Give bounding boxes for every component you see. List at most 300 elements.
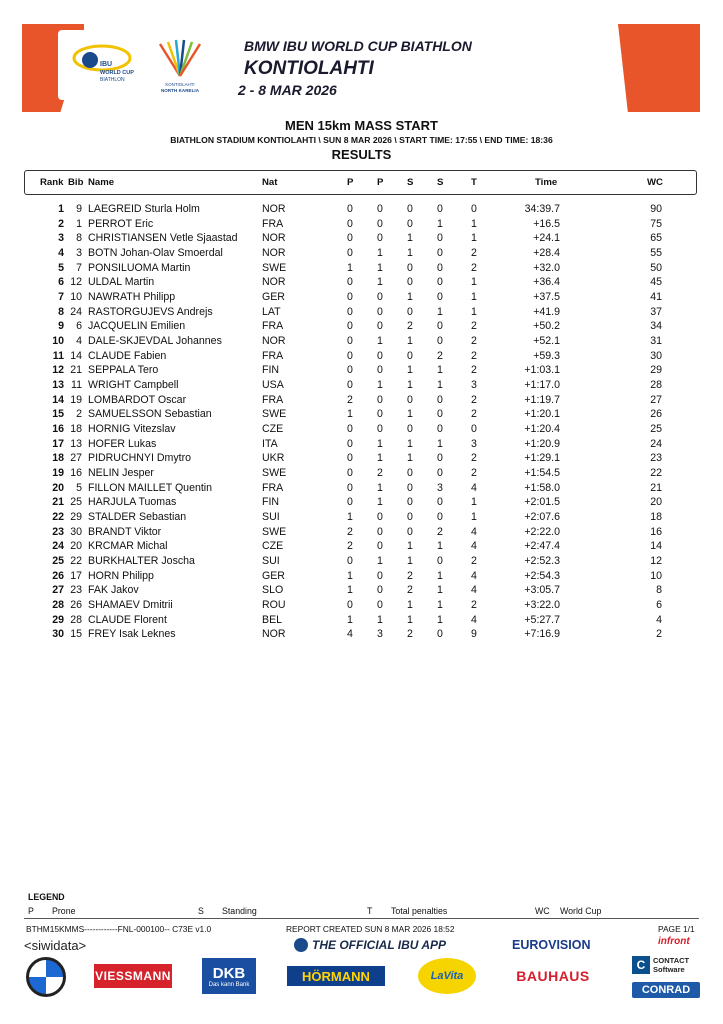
cell-nat: CZE xyxy=(262,423,284,436)
cell-s2: 0 xyxy=(437,423,443,436)
logo-box xyxy=(58,30,222,100)
cell-p2: 0 xyxy=(377,364,383,377)
table-row xyxy=(0,423,723,438)
kontiolahti-logo xyxy=(146,34,214,96)
cell-time: +1:17.0 xyxy=(524,379,560,392)
cell-name: SHAMAEV Dmitrii xyxy=(88,599,173,612)
cell-nat: FRA xyxy=(262,393,284,406)
col-wc-header: WC xyxy=(647,177,663,188)
cell-t: 9 xyxy=(471,628,477,641)
cell-bib: 28 xyxy=(70,613,82,626)
cell-time: +7:16.9 xyxy=(524,628,560,641)
svg-text:WORLD CUP: WORLD CUP xyxy=(100,70,134,76)
cell-rank: 25 xyxy=(52,555,64,568)
cell-p1: 0 xyxy=(347,452,353,465)
cell-time: +3:05.7 xyxy=(524,584,560,597)
cell-p1: 2 xyxy=(347,540,353,553)
cell-wc: 14 xyxy=(650,540,662,553)
cell-wc: 30 xyxy=(650,349,662,362)
cell-s1: 2 xyxy=(407,569,413,582)
cell-s2: 0 xyxy=(437,467,443,480)
dkb-logo xyxy=(202,958,256,994)
cell-wc: 6 xyxy=(656,599,662,612)
cell-rank: 30 xyxy=(52,628,64,641)
cell-s1: 0 xyxy=(407,349,413,362)
cell-bib: 22 xyxy=(70,555,82,568)
cell-s2: 1 xyxy=(437,364,443,377)
cell-s2: 1 xyxy=(437,305,443,318)
cell-nat: BEL xyxy=(262,613,283,626)
eurovision-logo: EUROVISION xyxy=(512,938,591,952)
cell-s1: 1 xyxy=(407,437,413,450)
cell-bib: 9 xyxy=(76,203,82,215)
cell-s2: 0 xyxy=(437,276,443,289)
legend-key-p: P xyxy=(28,906,34,916)
cell-wc: 41 xyxy=(650,291,662,304)
header-orange-right xyxy=(618,24,700,112)
cell-s2: 3 xyxy=(437,481,443,494)
table-row xyxy=(0,467,723,482)
cell-rank: 24 xyxy=(52,540,64,553)
cell-s2: 0 xyxy=(437,452,443,465)
series-title: BMW IBU WORLD CUP BIATHLON xyxy=(244,38,472,54)
cell-t: 2 xyxy=(471,261,477,274)
cell-rank: 5 xyxy=(58,261,64,274)
cell-rank: 8 xyxy=(58,305,64,318)
cell-p1: 0 xyxy=(347,496,353,509)
legend-label-worldcup: World Cup xyxy=(560,906,602,916)
cell-nat: CZE xyxy=(262,540,284,553)
cell-rank: 27 xyxy=(52,584,64,597)
cell-time: +2:01.5 xyxy=(524,496,560,509)
cell-rank: 28 xyxy=(52,599,64,612)
cell-time: +2:54.3 xyxy=(524,569,560,582)
col-nat-header: Nat xyxy=(262,177,278,188)
cell-nat: NOR xyxy=(262,276,286,289)
legend-label-total: Total penalties xyxy=(391,906,448,916)
legend-key-t: T xyxy=(367,906,373,916)
cell-bib: 5 xyxy=(76,481,82,494)
cell-wc: 37 xyxy=(650,305,662,318)
cell-rank: 9 xyxy=(58,320,64,333)
col-rank-header: Rank xyxy=(40,177,64,188)
cell-name: FILLON MAILLET Quentin xyxy=(88,481,213,494)
official-app-text: THE OFFICIAL IBU APP xyxy=(312,938,447,952)
cell-nat: ITA xyxy=(262,437,278,450)
cell-p1: 0 xyxy=(347,232,353,245)
cell-s1: 0 xyxy=(407,467,413,480)
cell-bib: 14 xyxy=(70,349,82,362)
cell-name: KRCMAR Michal xyxy=(88,540,168,553)
cell-rank: 14 xyxy=(52,393,64,406)
cell-bib: 6 xyxy=(76,320,82,333)
cell-t: 4 xyxy=(471,569,477,582)
cell-name: SAMUELSSON Sebastian xyxy=(88,408,212,421)
viessmann-logo: VIESSMANN xyxy=(94,964,172,988)
cell-p1: 0 xyxy=(347,203,353,215)
cell-s1: 1 xyxy=(407,613,413,626)
table-row xyxy=(0,599,723,614)
cell-t: 2 xyxy=(471,349,477,362)
cell-bib: 29 xyxy=(70,511,82,524)
cell-rank: 22 xyxy=(52,511,64,524)
cell-p2: 0 xyxy=(377,349,383,362)
cell-s1: 2 xyxy=(407,584,413,597)
cell-wc: 24 xyxy=(650,437,662,450)
cell-s2: 0 xyxy=(437,261,443,274)
table-row xyxy=(0,584,723,599)
cell-nat: SUI xyxy=(262,511,280,524)
col-standing1-header: S xyxy=(407,177,414,188)
cell-bib: 4 xyxy=(76,335,82,348)
cell-name: BURKHALTER Joscha xyxy=(88,555,195,568)
cell-p1: 0 xyxy=(347,599,353,612)
cell-t: 1 xyxy=(471,232,477,245)
cell-p1: 0 xyxy=(347,423,353,436)
cell-nat: SWE xyxy=(262,467,287,480)
table-row xyxy=(0,408,723,423)
cell-nat: SWE xyxy=(262,525,287,538)
cell-wc: 12 xyxy=(650,555,662,568)
legend-label-standing: Standing xyxy=(222,906,257,916)
cell-bib: 8 xyxy=(76,232,82,245)
cell-time: +2:07.6 xyxy=(524,511,560,524)
cell-p2: 1 xyxy=(377,481,383,494)
cell-s1: 1 xyxy=(407,247,413,259)
cell-bib: 15 xyxy=(70,628,82,641)
cell-wc: 31 xyxy=(650,335,662,348)
table-row xyxy=(0,438,723,453)
cell-t: 2 xyxy=(471,247,477,259)
svg-text:NORTH KARELIA: NORTH KARELIA xyxy=(160,88,200,93)
cell-s2: 0 xyxy=(437,291,443,304)
col-name-header: Name xyxy=(88,177,115,188)
col-time-header: Time xyxy=(535,177,558,188)
cell-p2: 0 xyxy=(377,511,383,524)
cell-s2: 0 xyxy=(437,203,443,215)
cell-t: 2 xyxy=(471,599,477,612)
cell-nat: NOR xyxy=(262,232,286,245)
table-row xyxy=(0,452,723,467)
cell-time: +1:20.1 xyxy=(524,408,560,421)
cell-s2: 0 xyxy=(437,408,443,421)
cell-wc: 21 xyxy=(650,481,662,494)
cell-nat: GER xyxy=(262,291,285,304)
cell-rank: 21 xyxy=(52,496,64,509)
cell-name: JACQUELIN Emilien xyxy=(88,320,186,333)
cell-p2: 1 xyxy=(377,437,383,450)
cell-bib: 11 xyxy=(71,379,82,392)
cell-s2: 2 xyxy=(437,349,443,362)
cell-rank: 29 xyxy=(52,613,64,626)
cell-s1: 1 xyxy=(407,291,413,304)
cell-time: +50.2 xyxy=(533,320,560,333)
cell-nat: FRA xyxy=(262,217,284,230)
table-row xyxy=(0,614,723,629)
cell-name: PONSILUOMA Martin xyxy=(88,261,191,274)
cell-p1: 4 xyxy=(347,628,353,641)
cell-bib: 24 xyxy=(70,305,82,318)
cell-p2: 0 xyxy=(377,423,383,436)
cell-wc: 29 xyxy=(650,364,662,377)
cell-rank: 4 xyxy=(58,247,64,259)
cell-nat: FRA xyxy=(262,349,284,362)
cell-wc: 50 xyxy=(650,261,662,274)
legend-key-wc: WC xyxy=(535,906,550,916)
cell-s2: 0 xyxy=(437,393,443,406)
cell-name: NELIN Jesper xyxy=(88,467,154,480)
cell-t: 2 xyxy=(471,364,477,377)
cell-s2: 1 xyxy=(437,584,443,597)
cell-wc: 22 xyxy=(650,467,662,480)
cell-s1: 1 xyxy=(407,408,413,421)
cell-s1: 1 xyxy=(407,555,413,568)
report-created: REPORT CREATED SUN 8 MAR 2026 18:52 xyxy=(286,924,455,934)
cell-s1: 1 xyxy=(407,364,413,377)
cell-t: 2 xyxy=(471,408,477,421)
cell-p2: 0 xyxy=(377,540,383,553)
cell-t: 1 xyxy=(471,276,477,289)
cell-wc: 45 xyxy=(650,276,662,289)
table-row xyxy=(0,511,723,526)
cell-nat: LAT xyxy=(262,305,281,318)
cell-p1: 0 xyxy=(347,555,353,568)
cell-s2: 0 xyxy=(437,232,443,245)
cell-wc: 26 xyxy=(650,408,662,421)
cell-bib: 25 xyxy=(70,496,82,509)
cell-s2: 0 xyxy=(437,320,443,333)
cell-p2: 0 xyxy=(377,584,383,597)
cell-nat: FRA xyxy=(262,481,284,494)
cell-t: 1 xyxy=(471,496,477,509)
cell-time: +2:47.4 xyxy=(524,540,560,553)
table-row xyxy=(0,320,723,335)
cell-nat: SLO xyxy=(262,584,284,597)
cell-time: +3:22.0 xyxy=(524,599,560,612)
cell-p1: 1 xyxy=(347,511,353,524)
cell-name: HORN Philipp xyxy=(88,569,154,582)
table-row xyxy=(0,306,723,321)
cell-t: 2 xyxy=(471,467,477,480)
cell-t: 1 xyxy=(471,305,477,318)
table-row xyxy=(0,540,723,555)
cell-time: +24.1 xyxy=(533,232,560,245)
cell-p2: 0 xyxy=(377,408,383,421)
cell-s1: 0 xyxy=(407,305,413,318)
cell-nat: SUI xyxy=(262,555,280,568)
cell-p1: 0 xyxy=(347,305,353,318)
cell-nat: SWE xyxy=(262,408,287,421)
cell-bib: 3 xyxy=(76,247,82,259)
table-row xyxy=(0,232,723,247)
page-header xyxy=(0,0,723,116)
cell-p1: 0 xyxy=(347,276,353,289)
cell-bib: 23 xyxy=(70,584,82,597)
cell-wc: 75 xyxy=(650,217,662,230)
cell-t: 0 xyxy=(471,203,477,215)
cell-name: CHRISTIANSEN Vetle Sjaastad xyxy=(88,232,238,245)
cell-rank: 10 xyxy=(52,335,64,348)
table-row xyxy=(0,350,723,365)
cell-name: RASTORGUJEVS Andrejs xyxy=(88,305,213,318)
table-row xyxy=(0,482,723,497)
cell-s2: 1 xyxy=(437,217,443,230)
cell-time: +1:19.7 xyxy=(524,393,560,406)
conrad-logo: CONRAD xyxy=(632,982,700,998)
cell-p2: 0 xyxy=(377,291,383,304)
cell-p2: 0 xyxy=(377,305,383,318)
cell-p1: 0 xyxy=(347,379,353,392)
table-row xyxy=(0,496,723,511)
cell-nat: NOR xyxy=(262,247,286,259)
cell-p2: 0 xyxy=(377,320,383,333)
cell-p1: 2 xyxy=(347,525,353,538)
cell-t: 3 xyxy=(471,437,477,450)
cell-s1: 2 xyxy=(407,628,413,641)
cell-p1: 0 xyxy=(347,467,353,480)
cell-wc: 20 xyxy=(650,496,662,509)
cell-p2: 0 xyxy=(377,525,383,538)
cell-rank: 3 xyxy=(58,232,64,245)
legend-title: LEGEND xyxy=(28,892,65,902)
cell-p1: 0 xyxy=(347,247,353,259)
cell-t: 3 xyxy=(471,379,477,392)
cell-t: 4 xyxy=(471,540,477,553)
cell-bib: 26 xyxy=(70,599,82,612)
cell-wc: 18 xyxy=(650,511,662,524)
cell-name: CLAUDE Florent xyxy=(88,613,167,626)
cell-p1: 0 xyxy=(347,349,353,362)
bauhaus-logo: BAUHAUS xyxy=(516,968,590,984)
cell-p2: 1 xyxy=(377,247,383,259)
cell-p2: 0 xyxy=(377,393,383,406)
cell-s1: 0 xyxy=(407,393,413,406)
cell-t: 4 xyxy=(471,525,477,538)
cell-time: +16.5 xyxy=(533,217,560,230)
contact-c-icon: C xyxy=(632,956,650,974)
col-prone1-header: P xyxy=(347,177,354,188)
cell-nat: GER xyxy=(262,569,285,582)
cell-t: 2 xyxy=(471,452,477,465)
cell-rank: 2 xyxy=(58,217,64,230)
cell-s1: 2 xyxy=(407,320,413,333)
cell-bib: 19 xyxy=(70,393,82,406)
cell-p2: 1 xyxy=(377,276,383,289)
cell-s1: 1 xyxy=(407,599,413,612)
dkb-tagline: Das kann Bank xyxy=(208,981,250,988)
document-code: BTHM15KMMS------------FNL-000100-- C73E v1.0 xyxy=(26,924,212,934)
cell-time: +37.5 xyxy=(533,291,560,304)
cell-rank: 19 xyxy=(52,467,64,480)
table-row xyxy=(0,394,723,409)
contact-text: CONTACT Software xyxy=(653,956,690,974)
cell-s1: 0 xyxy=(407,261,413,274)
cell-time: +1:29.1 xyxy=(524,452,560,465)
cell-name: PIDRUCHNYI Dmytro xyxy=(88,452,191,465)
infront-logo: infront xyxy=(658,936,690,947)
cell-s1: 0 xyxy=(407,423,413,436)
cell-p1: 0 xyxy=(347,320,353,333)
cell-rank: 26 xyxy=(52,569,64,582)
cell-s1: 1 xyxy=(407,335,413,348)
cell-s1: 0 xyxy=(407,496,413,509)
legend-key-s: S xyxy=(198,906,204,916)
dkb-logo-text: DKB xyxy=(212,964,246,982)
cell-time: +1:03.1 xyxy=(524,364,560,377)
cell-s2: 0 xyxy=(437,335,443,348)
cell-rank: 11 xyxy=(52,349,64,362)
cell-t: 2 xyxy=(471,335,477,348)
cell-time: +32.0 xyxy=(533,261,560,274)
table-row xyxy=(0,203,723,218)
event-dates: 2 - 8 MAR 2026 xyxy=(238,82,337,98)
cell-name: PERROT Eric xyxy=(88,217,154,230)
cell-bib: 10 xyxy=(70,291,82,304)
cell-s2: 0 xyxy=(437,247,443,259)
cell-s2: 2 xyxy=(437,525,443,538)
cell-p2: 1 xyxy=(377,261,383,274)
cell-t: 4 xyxy=(471,613,477,626)
cell-name: BRANDT Viktor xyxy=(88,525,162,538)
cell-p2: 1 xyxy=(377,496,383,509)
ibu-app-icon xyxy=(294,938,308,952)
cell-wc: 23 xyxy=(650,452,662,465)
cell-s1: 0 xyxy=(407,481,413,494)
cell-s2: 1 xyxy=(437,569,443,582)
cell-nat: FIN xyxy=(262,364,280,377)
cell-rank: 20 xyxy=(52,481,64,494)
cell-wc: 90 xyxy=(650,203,662,215)
cell-name: DALE-SKJEVDAL Johannes xyxy=(88,335,222,348)
cell-s2: 1 xyxy=(437,599,443,612)
cell-t: 4 xyxy=(471,481,477,494)
cell-nat: ROU xyxy=(262,599,286,612)
cell-s2: 0 xyxy=(437,555,443,568)
cell-p1: 1 xyxy=(347,613,353,626)
cell-wc: 34 xyxy=(650,320,662,333)
cell-rank: 12 xyxy=(52,364,64,377)
cell-name: FREY Isak Leknes xyxy=(88,628,176,641)
cell-wc: 27 xyxy=(650,393,662,406)
cell-p1: 1 xyxy=(347,584,353,597)
cell-time: +59.3 xyxy=(533,349,560,362)
contact-software-logo xyxy=(632,954,704,976)
cell-time: +36.4 xyxy=(533,276,560,289)
table-row xyxy=(0,218,723,233)
cell-time: +28.4 xyxy=(533,247,560,259)
cell-nat: NOR xyxy=(262,628,286,641)
cell-p2: 0 xyxy=(377,232,383,245)
cell-s2: 0 xyxy=(437,628,443,641)
cell-t: 2 xyxy=(471,393,477,406)
cell-time: +1:20.4 xyxy=(524,423,560,436)
cell-name: HORNIG Vitezslav xyxy=(88,423,176,436)
cell-s1: 1 xyxy=(407,379,413,392)
cell-time: +5:27.7 xyxy=(524,613,560,626)
table-row xyxy=(0,335,723,350)
cell-wc: 65 xyxy=(650,232,662,245)
cell-nat: FRA xyxy=(262,320,284,333)
table-row xyxy=(0,291,723,306)
cell-bib: 13 xyxy=(70,437,82,450)
cell-p1: 1 xyxy=(347,569,353,582)
footer-divider xyxy=(24,918,699,919)
cell-name: CLAUDE Fabien xyxy=(88,349,167,362)
cell-time: +1:54.5 xyxy=(524,467,560,480)
cell-bib: 7 xyxy=(76,261,82,274)
cell-rank: 18 xyxy=(52,452,64,465)
cell-bib: 30 xyxy=(70,525,82,538)
